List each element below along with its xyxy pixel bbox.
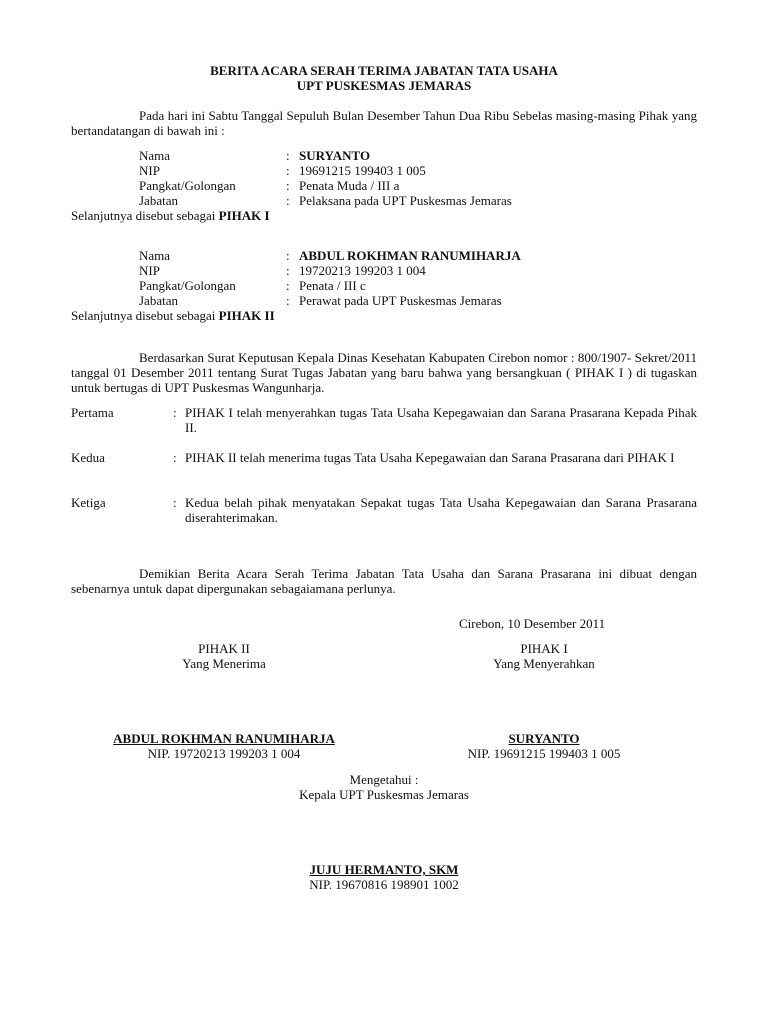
party1-rank-row: [139, 178, 699, 193]
party1-name-label: Nama: [139, 148, 171, 163]
party2-name-value: ABDUL ROKHMAN RANUMIHARJA: [299, 248, 521, 263]
party2-rank-value: Penata / III c: [299, 278, 366, 293]
party2-name-label: Nama: [139, 248, 171, 263]
party2-name-row: [139, 248, 699, 263]
left-signatory-nip: NIP. 19720213 199203 1 004: [147, 746, 301, 761]
right-signatory-name: [414, 731, 674, 746]
place-date: Cirebon, 10 Desember 2011: [459, 616, 606, 631]
party1-rank-value: Penata Muda / III a: [299, 178, 400, 193]
party1-position-label: Jabatan: [139, 193, 178, 208]
party2-referred-prefix: Selanjutnya disebut sebagai: [71, 308, 216, 323]
item-text: PIHAK II telah menerima tugas Tata Usaha Kepegawaian dan Sarana Prasarana dari PIHAK I: [185, 450, 675, 465]
item-colon: :: [173, 405, 177, 420]
party2-colon: :: [286, 278, 290, 293]
doc-title-line2: UPT PUSKESMAS JEMARAS: [296, 78, 472, 93]
party2-colon: :: [286, 263, 290, 278]
party2-position-row: [139, 293, 699, 308]
left-sign-role: Yang Menerima: [182, 656, 266, 671]
party2-nip-value: 19720213 199203 1 004: [299, 263, 426, 278]
left-signatory-name-text: ABDUL ROKHMAN RANUMIHARJA: [113, 731, 335, 746]
party2-referred-name: PIHAK II: [218, 308, 275, 323]
doc-title-line1: BERITA ACARA SERAH TERIMA JABATAN TATA USAHA: [210, 63, 558, 78]
party1-colon: :: [286, 193, 290, 208]
party1-rank-label: Pangkat/Golongan: [139, 178, 236, 193]
approver-position: Kepala UPT Puskesmas Jemaras: [299, 787, 469, 802]
item-text: PIHAK I telah menyerahkan tugas Tata Usaha Kepegawaian dan Sarana Prasarana Kepada Pihak II.: [185, 405, 697, 435]
item-text: Kedua belah pihak menyatakan Sepakat tugas Tata Usaha Kepegawaian dan Sarana Prasarana diserahterimakan.: [185, 495, 697, 525]
party1-colon: :: [286, 148, 290, 163]
right-signatory-nip: NIP. 19691215 199403 1 005: [467, 746, 621, 761]
party1-referred-prefix: Selanjutnya disebut sebagai: [71, 208, 216, 223]
basis-paragraph: Berdasarkan Surat Keputusan Kepala Dinas Kesehatan Kabupaten Cirebon nomor : 800/1907- Sekret/2011 tanggal 01 Desember 2011 tentang Surat Tugas Jabatan yang baru bahwa yang bersangkuan ( PIHAK I ) di tugaskan untuk bertugas di UPT Puskesmas Wangunharja.: [71, 350, 697, 395]
party1-nip-label: NIP: [139, 163, 160, 178]
party1-nip-value: 19691215 199403 1 005: [299, 163, 426, 178]
party1-name-row: [139, 148, 699, 163]
party1-referred-name: PIHAK I: [218, 208, 270, 223]
approver-name-text: JUJU HERMANTO, SKM: [309, 862, 459, 877]
party1-colon: :: [286, 163, 290, 178]
intro-paragraph: Pada hari ini Sabtu Tanggal Sepuluh Bulan Desember Tahun Dua Ribu Sebelas masing-masing Pihak yang bertandatangan di bawah ini :: [71, 108, 697, 138]
right-signatory-name-text: SURYANTO: [508, 731, 580, 746]
party2-nip-label: NIP: [139, 263, 160, 278]
party2-colon: :: [286, 293, 290, 308]
party2-position-label: Jabatan: [139, 293, 178, 308]
party1-nip-row: [139, 163, 699, 178]
item-label: Ketiga: [71, 495, 106, 510]
party2-position-value: Perawat pada UPT Puskesmas Jemaras: [299, 293, 502, 308]
item-label: Pertama: [71, 405, 114, 420]
party1-colon: :: [286, 178, 290, 193]
left-sign-party: PIHAK II: [198, 641, 250, 656]
item-colon: :: [173, 495, 177, 510]
party1-referred: [71, 208, 270, 223]
approver-nip: NIP. 19670816 198901 1002: [309, 877, 459, 892]
party2-referred: [71, 308, 275, 323]
item-colon: :: [173, 450, 177, 465]
approver-name: [234, 862, 534, 877]
party2-colon: :: [286, 248, 290, 263]
right-sign-role: Yang Menyerahkan: [493, 656, 595, 671]
party2-rank-label: Pangkat/Golongan: [139, 278, 236, 293]
closing-paragraph: Demikian Berita Acara Serah Terima Jabatan Tata Usaha dan Sarana Prasarana ini dibuat dengan sebenarnya untuk dapat dipergunakan sebagaiamana perlunya.: [71, 566, 697, 596]
approver-label: Mengetahui :: [349, 772, 419, 787]
item-label: Kedua: [71, 450, 105, 465]
right-sign-party: PIHAK I: [520, 641, 568, 656]
party1-position-row: [139, 193, 699, 208]
party1-position-value: Pelaksana pada UPT Puskesmas Jemaras: [299, 193, 512, 208]
party2-rank-row: [139, 278, 699, 293]
left-signatory-name: [94, 731, 354, 746]
party1-name-value: SURYANTO: [299, 148, 371, 163]
party2-nip-row: [139, 263, 699, 278]
